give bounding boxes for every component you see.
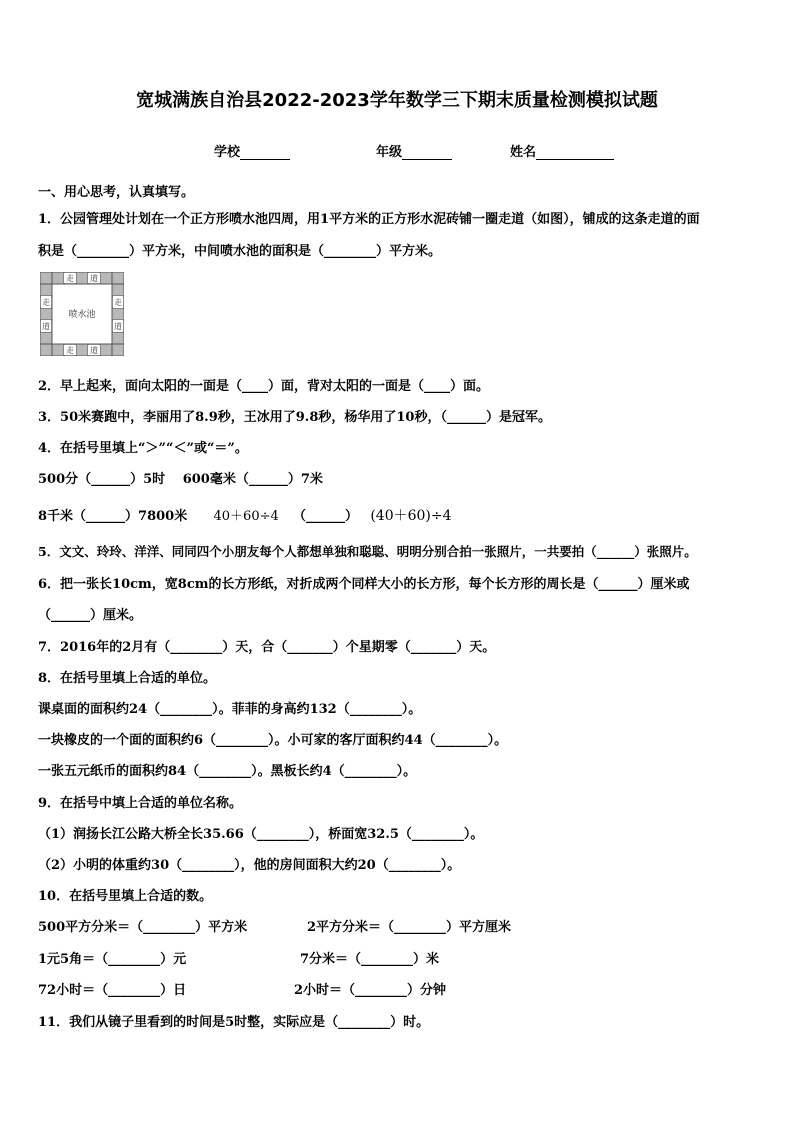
question-5: 5．文文、玲玲、洋洋、同同四个小朋友每个人都想单独和聪聪、明明分别合拍一张照片，一共要拍（______）张照片。 [38, 544, 697, 559]
diagram-walk-top-2: 道 [90, 274, 98, 283]
question-11: 11．我们从镜子里看到的时间是5时整，实际应是（________）时。 [38, 1015, 430, 1030]
section-heading: 一、用心思考，认真填写。 [38, 185, 195, 200]
question-10-stem: 10．在括号里填上合适的数。 [38, 889, 213, 904]
question-8-line3: 一张五元纸币的面积约84（________）。黑板长约4（________）。 [38, 764, 417, 779]
question-10-row1-a: 500平方分米＝（________）平方米 [38, 920, 248, 935]
diagram-walk-right-1: 走 [114, 298, 122, 307]
question-4-expr2: (40＋60)÷4 [370, 508, 452, 524]
grade-blank[interactable] [402, 145, 452, 160]
question-4-row2 [38, 505, 452, 525]
question-3: 3．50米赛跑中，李丽用了8.9秒，王冰用了9.8秒，杨华用了10秒，（______）是冠军。 [38, 410, 551, 425]
fountain-walkway-diagram [40, 272, 124, 356]
school-blank[interactable] [240, 145, 290, 160]
question-8-line2: 一块橡皮的一个面的面积约6（________）。小可家的客厅面积约44（________）。 [38, 733, 508, 748]
question-4-stem: 4．在括号里填上“＞”“＜”或“＝”。 [38, 441, 248, 456]
diagram-walk-left-1: 走 [42, 298, 50, 307]
grade-field [376, 141, 452, 160]
question-6-line2: （______）厘米。 [38, 608, 143, 623]
page-title: 宽城满族自治县2022-2023学年数学三下期末质量检测模拟试题 [136, 90, 658, 111]
question-10-row2-a: 1元5角＝（________）元 [38, 952, 187, 967]
question-7: 7．2016年的2月有（________）天，合（_______）个星期零（_______）天。 [38, 640, 496, 655]
question-9-line2: （2）小明的体重约30（________），他的房间面积大约20（________）。 [38, 858, 461, 873]
name-blank[interactable] [536, 145, 614, 160]
question-10-row1-b: 2平方分米＝（________）平方厘米 [307, 920, 512, 935]
question-8-line1: 课桌面的面积约24（________）。菲菲的身高约132（________）。 [38, 702, 422, 717]
question-9-stem: 9．在括号中填上合适的单位名称。 [38, 796, 243, 811]
question-6-line1: 6．把一张长10cm，宽8cm的长方形纸，对折成两个同样大小的长方形，每个长方形的周长是（______）厘米或 [38, 577, 690, 592]
name-label: 姓名 [510, 145, 537, 160]
question-1-line2: 积是（________）平方米，中间喷水池的面积是（________）平方米。 [38, 244, 442, 259]
question-4-row2-a: 8千米（______）7800米 [38, 509, 188, 524]
question-4-row1: 500分（______）5时 600毫米（______）7米 [38, 472, 323, 487]
diagram-fountain-label: 喷水池 [68, 310, 96, 320]
diagram-walk-bottom-2: 道 [90, 346, 98, 355]
question-4-expr1: 40＋60÷4 [213, 509, 279, 524]
grade-label: 年级 [376, 145, 403, 160]
question-10-row3-a: 72小时＝（________）日 [38, 983, 187, 998]
diagram-walk-top-1: 走 [66, 274, 74, 283]
question-2: 2．早上起来，面向太阳的一面是（____）面，背对太阳的一面是（____）面。 [38, 379, 490, 394]
question-8-stem: 8．在括号里填上合适的单位。 [38, 671, 217, 686]
diagram-walk-right-2: 道 [114, 322, 122, 331]
question-1-line1: 1．公园管理处计划在一个正方形喷水池四周，用1平方米的正方形水泥砖铺一圈走道（如图），铺成的这条走道的面 [38, 212, 700, 227]
diagram-walk-left-2: 道 [42, 322, 50, 331]
question-10-row3-b: 2小时＝（________）分钟 [294, 983, 447, 998]
diagram-walk-bottom-1: 走 [66, 346, 74, 355]
school-field [214, 141, 290, 160]
question-4-row2-blank: （______） [293, 509, 359, 524]
name-field [510, 141, 614, 160]
school-label: 学校 [214, 145, 241, 160]
question-10-row2-b: 7分米＝（________）米 [300, 952, 440, 967]
question-9-line1: （1）润扬长江公路大桥全长35.66（________），桥面宽32.5（________）。 [38, 827, 484, 842]
